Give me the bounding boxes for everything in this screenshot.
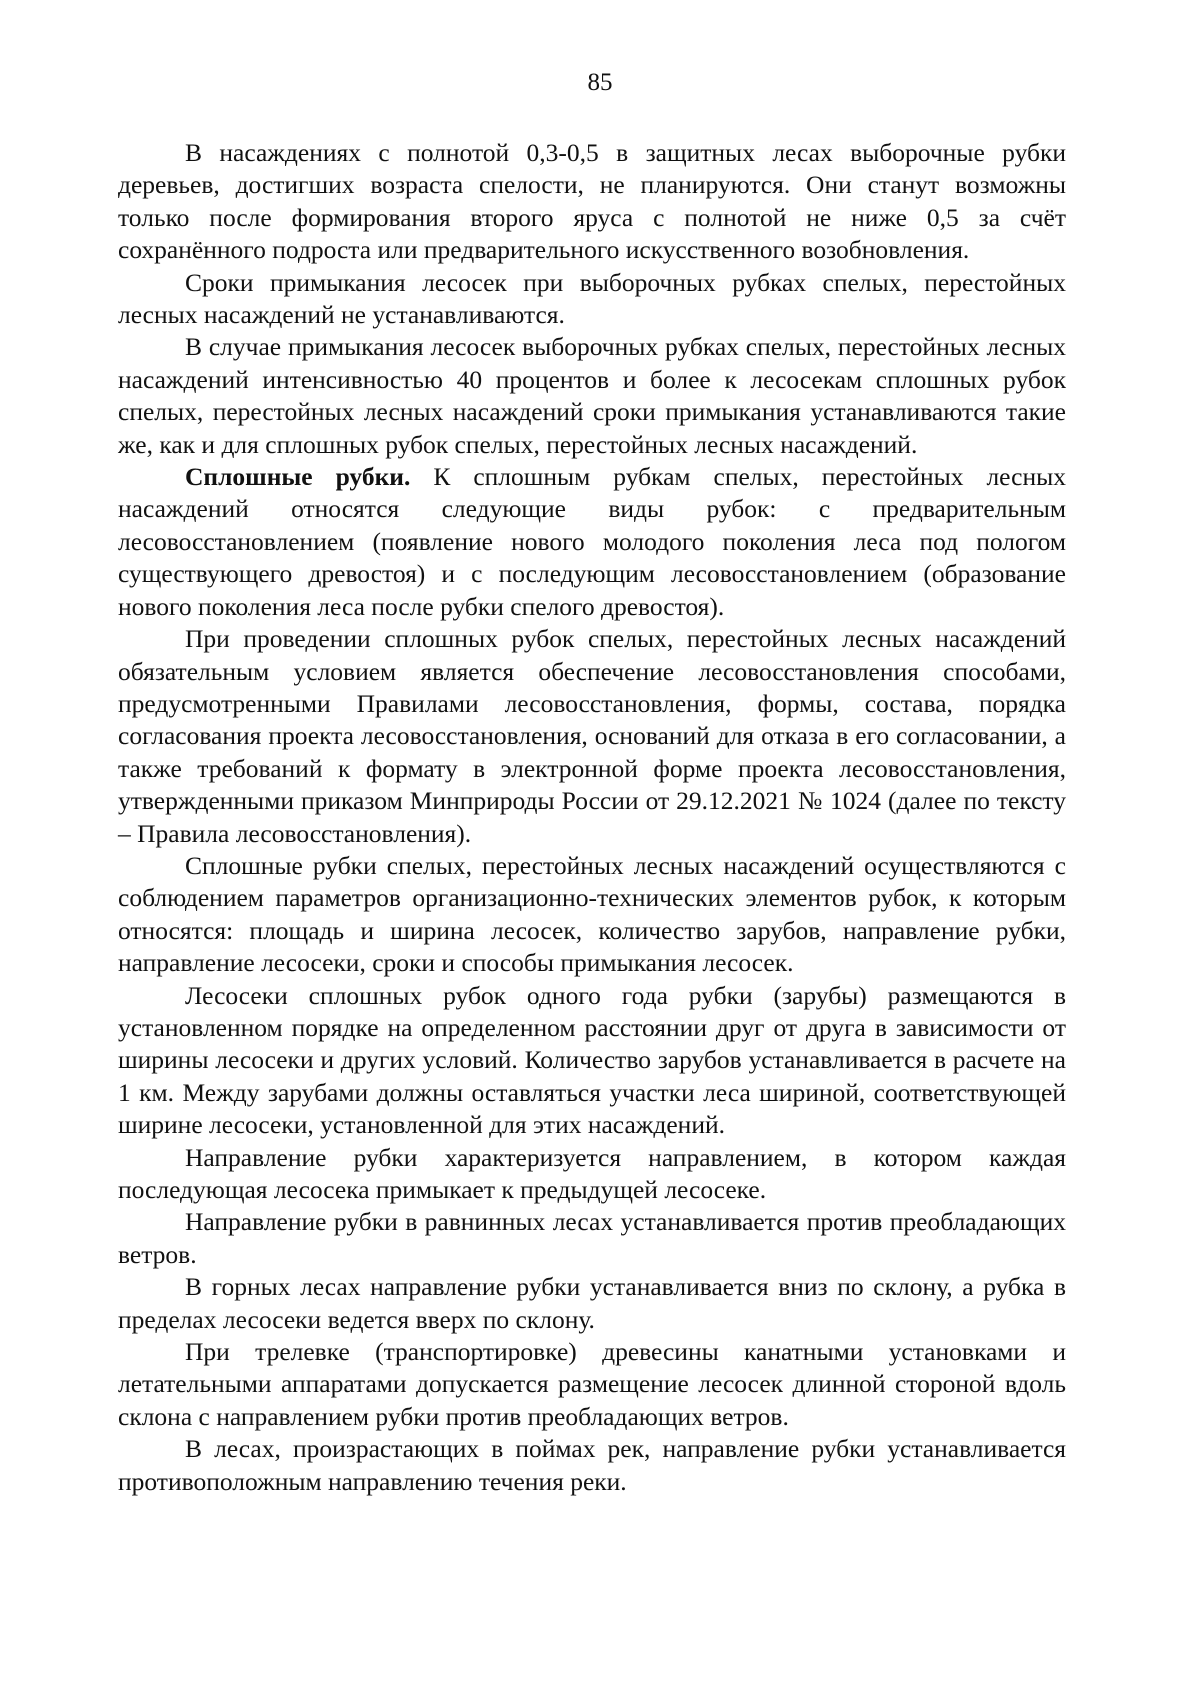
paragraph	[118, 1271, 1066, 1336]
paragraph-text: Направление рубки характеризуется направлением, в котором каждая последующая лесосека примыкает к предыдущей лесосеке.	[118, 1142, 1066, 1204]
paragraph	[118, 267, 1066, 332]
paragraph	[118, 461, 1066, 623]
paragraph-text: В горных лесах направление рубки устанавливается вниз по склону, а рубка в пределах лесосеки ведется вверх по склону.	[118, 1272, 1066, 1334]
paragraph-text: К сплошным рубкам спелых, перестойных лесных насаждений относятся следующие виды рубок: с предварительным лесовосстановлением (появление нового молодого поколения леса под пологом существующего древостоя) и с последующим лесовосстановлением (образование нового поколения леса после рубки спелого древостоя).	[118, 462, 1066, 621]
paragraph-text: Направление рубки в равнинных лесах устанавливается против преобладающих ветров.	[118, 1207, 1066, 1269]
body-text	[118, 137, 1066, 1498]
paragraph	[118, 1142, 1066, 1207]
paragraph	[118, 850, 1066, 980]
paragraph-text: При проведении сплошных рубок спелых, перестойных лесных насаждений обязательным условием является обеспечение лесовосстановления способами, предусмотренными Правилами лесовосстановления, формы, состава, порядка согласования проекта лесовосстановления, оснований для отказа в его согласовании, а также требований к формату в электронной форме проекта лесовосстановления, утвержденными приказом Минприроды России от 29.12.2021 № 1024 (далее по тексту – Правила лесовосстановления).	[118, 624, 1066, 848]
paragraph-text: В насаждениях с полнотой 0,3-0,5 в защитных лесах выборочные рубки деревьев, достигших возраста спелости, не планируются. Они станут возможны только после формирования второго яруса с полнотой не ниже 0,5 за счёт сохранённого подроста или предварительного искусственного возобновления.	[118, 138, 1066, 265]
paragraph-text: Сплошные рубки спелых, перестойных лесных насаждений осуществляются с соблюдением параметров организационно-технических элементов рубок, к которым относятся: площадь и ширина лесосек, количество зарубов, направление рубки, направление лесосеки, сроки и способы примыкания лесосек.	[118, 850, 1066, 978]
paragraph	[118, 137, 1066, 267]
paragraph	[118, 980, 1066, 1142]
paragraph	[118, 1433, 1066, 1498]
paragraph	[118, 623, 1066, 850]
paragraph-text: Лесосеки сплошных рубок одного года рубки (зарубы) размещаются в установленном порядке на определенном расстоянии друг от друга в зависимости от ширины лесосеки и других условий. Количество зарубов устанавливается в расчете на 1 км. Между зарубами должны оставляться участки леса шириной, соответствующей ширине лесосеки, установленной для этих насаждений.	[118, 980, 1066, 1140]
paragraph-text: В лесах, произрастающих в поймах рек, направление рубки устанавливается противоположным направлению течения реки.	[118, 1434, 1066, 1496]
paragraph-text: Сроки примыкания лесосек при выборочных рубках спелых, перестойных лесных насаждений не устанавливаются.	[118, 267, 1066, 330]
paragraph	[118, 1336, 1066, 1433]
paragraph-text: При трелевке (транспортировке) древесины канатными установками и летательными аппаратами допускается размещение лесосек длинной стороной вдоль склона с направлением рубки против преобладающих ветров.	[118, 1337, 1066, 1431]
paragraph	[118, 1206, 1066, 1271]
paragraph-heading: Сплошные рубки.	[185, 462, 411, 492]
paragraph	[118, 331, 1066, 461]
paragraph-text: В случае примыкания лесосек выборочных рубках спелых, перестойных лесных насаждений интенсивностью 40 процентов и более к лесосекам сплошных рубок спелых, перестойных лесных насаждений сроки примыкания устанавливаются такие же, как и для сплошных рубок спелых, перестойных лесных насаждений.	[118, 332, 1066, 459]
page-number: 85	[587, 69, 613, 96]
